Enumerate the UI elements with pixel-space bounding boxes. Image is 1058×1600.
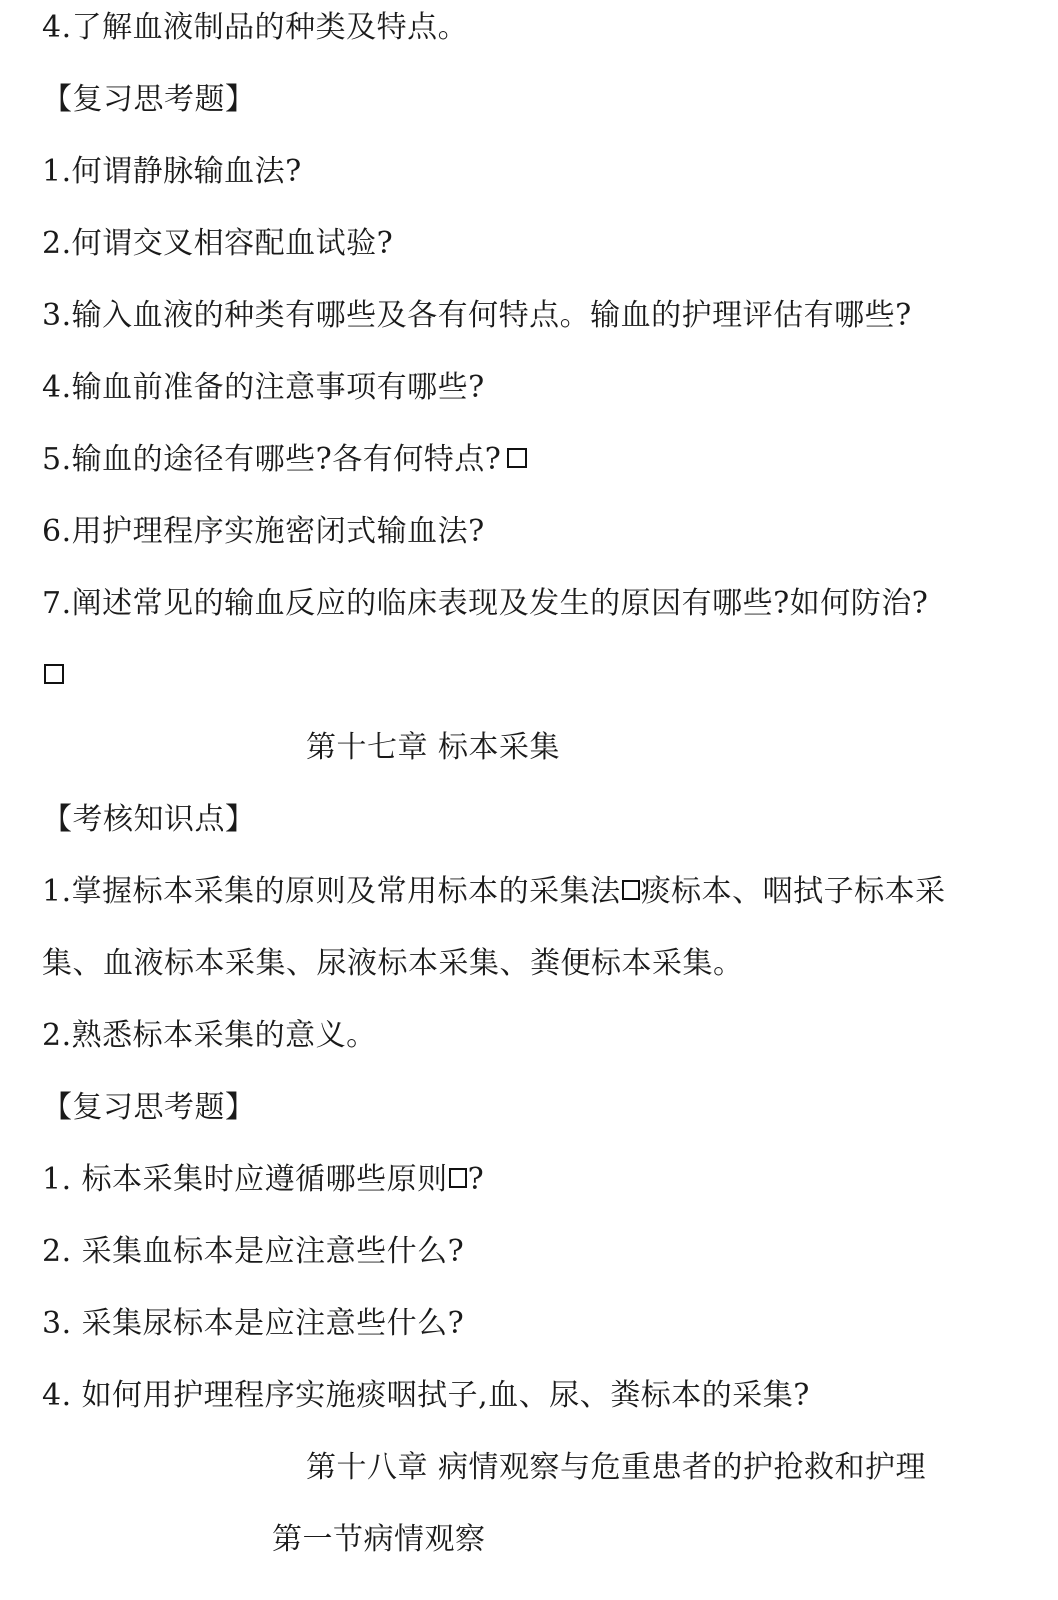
review-question-17-3: 3. 采集尿标本是应注意些什么?	[42, 1306, 465, 1341]
assessment-point-1-text-a: 1.掌握标本采集的原则及常用标本的采集法	[42, 874, 621, 909]
missing-glyph-box-icon	[44, 664, 64, 684]
review-question-17-2: 2. 采集血标本是应注意些什么?	[42, 1234, 465, 1269]
section-heading-review-questions-2: 【复习思考题】	[42, 1090, 256, 1125]
assessment-point-1-line-1	[42, 872, 946, 912]
missing-glyph-box-icon	[449, 1168, 467, 1188]
review-question-17-1	[42, 1160, 484, 1200]
review-question-7: 7.阐述常见的输血反应的临床表现及发生的原因有哪些?如何防治?	[42, 586, 929, 621]
review-question-17-1-mark: ?	[467, 1162, 485, 1197]
review-question-5-text: 5.输血的途径有哪些?各有何特点?	[42, 442, 502, 477]
missing-glyph-box-icon	[622, 880, 640, 900]
missing-glyph-line	[42, 656, 64, 696]
assessment-point-1-line-2: 集、血液标本采集、尿液标本采集、粪便标本采集。	[42, 946, 744, 981]
section-heading-review-questions: 【复习思考题】	[42, 82, 256, 117]
review-question-1: 1.何谓静脉输血法?	[42, 154, 302, 189]
assessment-point-2: 2.熟悉标本采集的意义。	[42, 1018, 377, 1053]
section-heading-assessment-points: 【考核知识点】	[42, 802, 256, 837]
chapter-17-title: 第十七章 标本采集	[306, 730, 561, 765]
review-question-6: 6.用护理程序实施密闭式输血法?	[42, 514, 485, 549]
review-question-17-1-text: 1. 标本采集时应遵循哪些原则	[42, 1162, 448, 1197]
missing-glyph-box-icon	[507, 448, 527, 468]
review-question-3: 3.输入血液的种类有哪些及各有何特点。输血的护理评估有哪些?	[42, 298, 912, 333]
assessment-point-1-text-b: 痰标本、咽拭子标本采	[640, 874, 946, 909]
review-question-4: 4.输血前准备的注意事项有哪些?	[42, 370, 485, 405]
chapter-18-title: 第十八章 病情观察与危重患者的护抢救和护理	[306, 1450, 927, 1485]
objective-item-4: 4.了解血液制品的种类及特点。	[42, 10, 469, 45]
review-question-2: 2.何谓交叉相容配血试验?	[42, 226, 394, 261]
review-question-17-4: 4. 如何用护理程序实施痰咽拭子,血、尿、粪标本的采集?	[42, 1378, 810, 1413]
review-question-5	[42, 440, 527, 480]
section-1-title: 第一节病情观察	[272, 1522, 486, 1557]
